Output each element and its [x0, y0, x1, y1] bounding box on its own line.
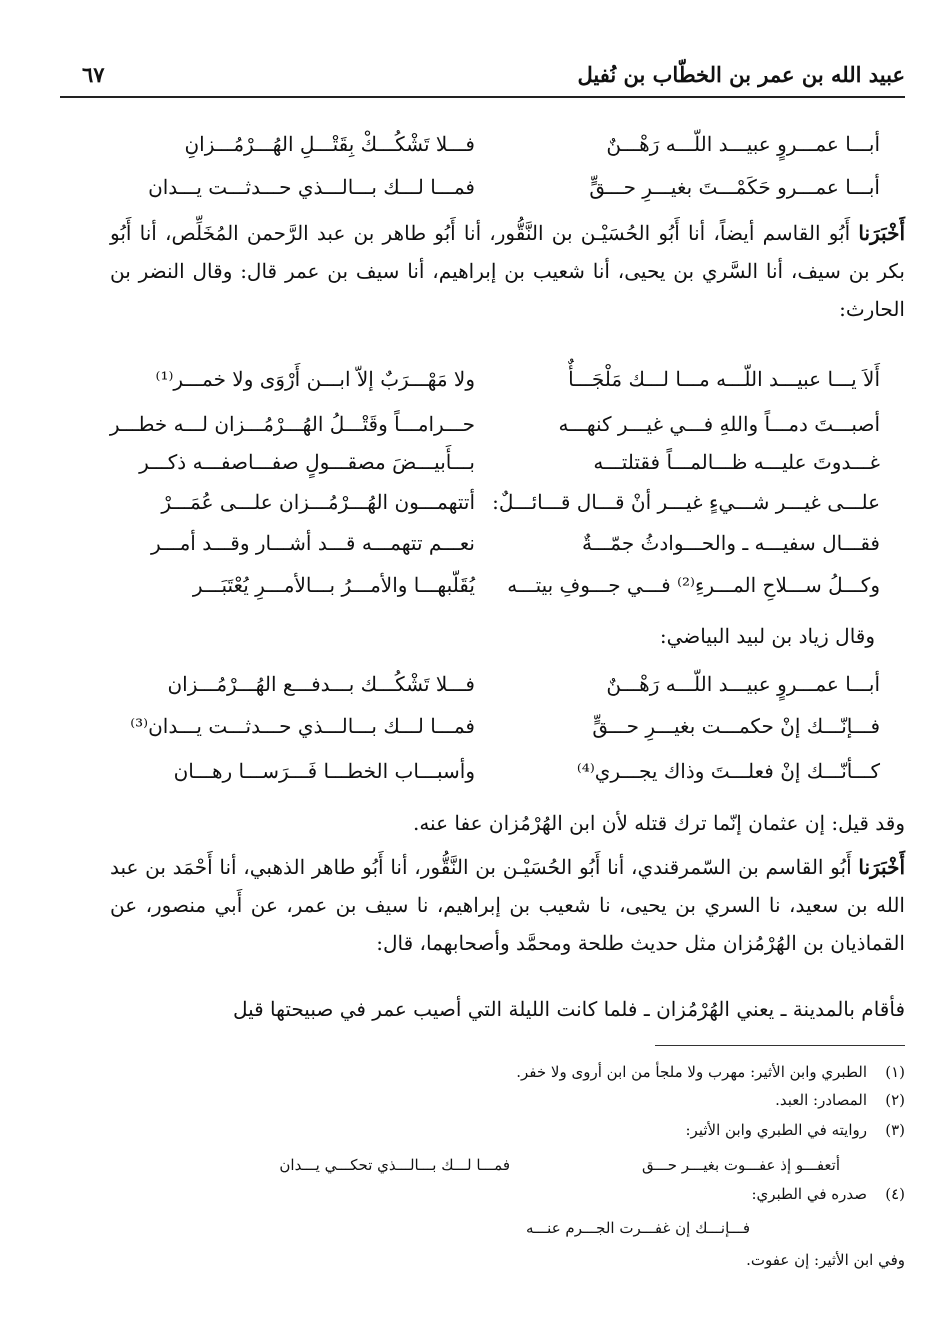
verse-first-hemistich: فقـــال سفيـــه ـ والحـــوادثُ جمّـــةٌ — [581, 531, 880, 555]
footnote — [110, 1086, 905, 1114]
verse-first-hemistich: غـــدوتَ عليـــه ظـــالمـــاً فقتلتـــه — [593, 450, 880, 474]
footnote-number: (٤) — [885, 1185, 905, 1203]
footnote — [110, 1058, 905, 1086]
verse-first-hemistich: أبـــا عمـــروٍ عبيـــد اللّـــه رَهْـــنٌ — [606, 672, 880, 696]
verse-line — [110, 360, 900, 400]
verse-line — [110, 707, 900, 747]
verse-first-hemistich: أَلاَ يـــا عبيـــد اللّـــه مـــا لـــك مَلْجَـــأٌ — [568, 367, 880, 391]
verse-second-hemistich: أتتهمـــون الهُـــرْمُـــزان علـــى عُمَـــرْ — [161, 490, 475, 514]
poem-introduction: وقال زياد بن لبيد البياضي: — [659, 624, 875, 648]
paragraph-lead-word: أَخْبَرَنا — [858, 855, 905, 879]
footnote-continuation: وفي ابن الأثير: إن عفوت. — [746, 1251, 905, 1269]
verse-line — [110, 168, 900, 208]
footnote-verse: فـــإنـــك إن غفـــرت الجـــرم عنـــه — [525, 1219, 750, 1237]
footnote-verse-second-hemistich: فمـــا لـــك بـــالـــذي تحكـــي يـــدان — [279, 1156, 510, 1174]
verse-second-hemistich: وأسبـــاب الخطـــا فَـــرَســـا رهـــان — [173, 759, 475, 783]
footnote-text: الطبري وابن الأثير: مهرب ولا ملجأ من ابن أروى ولا خفر. — [516, 1063, 867, 1081]
verse-second-hemistich: نعـــم تتهمـــه قـــد أشـــار وقـــد أمـــر — [150, 531, 475, 555]
verse-first-hemistich: علـــى غيـــر شـــيءٍ غيـــر أنْ قـــال قـــائـــلٌ: — [492, 490, 880, 514]
verse-second-hemistich: ولا مَهْـــرَبٌ إلاّ ابـــن أَرْوَى ولا خمـــر⁽¹⁾ — [155, 367, 475, 391]
footnote — [110, 1116, 905, 1144]
verse-second-hemistich: فـــلا تَشْكُـــك بـــدفـــع الهُـــرْمُـــزان — [167, 672, 475, 696]
verse-line — [110, 524, 900, 564]
footnote-number: (٢) — [885, 1091, 905, 1109]
verse-line — [110, 566, 900, 606]
verse-second-hemistich: فمـــا لـــك بـــالـــذي حـــدثـــت يـــدان⁽³⁾ — [130, 714, 475, 738]
verse-second-hemistich: يُقَلّبهـــا والأمـــرُ بـــالأمـــرِ يُعْتَبَـــر — [192, 573, 475, 597]
verse-first-hemistich: أبـــا عمـــرو حَكَمْـــتَ بغيـــرِ حـــقٍّ — [589, 175, 880, 199]
running-title: عبيد الله بن عمر بن الخطّاب بن نُفيل — [577, 62, 905, 87]
page-number: ٦٧ — [82, 62, 105, 87]
verse-second-hemistich: فـــلا تَشْكُـــكْ بِقَتْـــلِ الهُـــرْمُـــزانِ — [184, 132, 475, 156]
verse-line — [110, 125, 900, 165]
paragraph-text: أَبُو القاسم بن السّمرقندي، أنا أَبُو الحُسَيْـن بن النَّقُّور، أنا أَبُو طاهر الذهبي، أنا أَحْمَد بن عبد الله بن سعيد، نا السري بن يحيى، نا شعيب بن إبراهيم، نا سيف بن عمر، عن أَبي منصور، عن القماذيان بن الهُرْمُزان مثل حديث طلحة ومحمَّد وأصحابهما، قال: — [110, 855, 905, 955]
footnote-text: صدره في الطبري: — [751, 1185, 867, 1203]
verse-line — [110, 443, 900, 483]
verse-first-hemistich: وكـــلُ ســـلاحِ المـــرءِ⁽²⁾ فـــي جـــوفِ بيتـــه — [507, 573, 880, 597]
footnote — [110, 1180, 905, 1208]
verse-second-hemistich: بـــأَبيـــضَ مصقـــولٍ صفـــاصفـــه ذكـــر — [139, 450, 475, 474]
header-rule — [60, 96, 905, 98]
footnote-rule — [655, 1045, 905, 1046]
footnote-verse-first-hemistich: أتعفـــو إذ عفـــوت بغيـــر حـــق — [642, 1156, 840, 1174]
verse-line — [110, 752, 900, 792]
verse-second-hemistich: فمـــا لـــك بـــالـــذي حـــدثـــت يـــدان — [148, 175, 475, 199]
footnote-text: المصادر: العبد. — [775, 1091, 867, 1109]
narration-paragraph: فأقام بالمدينة ـ يعني الهُرْمُزان ـ فلما كانت الليلة التي أصيب عمر في صبيحتها قيل — [232, 997, 905, 1021]
verse-first-hemistich: أبـــا عمـــروٍ عبيـــد اللّـــه رَهْـــنٌ — [606, 132, 880, 156]
verse-line — [110, 405, 900, 445]
footnote-verse — [180, 1151, 840, 1179]
narration-paragraph: وقد قيل: إن عثمان إنّما ترك قتله لأن ابن الهُرْمُزان عفا عنه. — [412, 811, 905, 835]
footnote-number: (١) — [885, 1063, 905, 1081]
page-header — [60, 58, 905, 98]
verse-first-hemistich: فـــإنّـــك إنْ حكمـــت بغيـــرِ حـــقٍّ — [592, 714, 880, 738]
isnad-paragraph — [110, 214, 905, 328]
verse-second-hemistich: حـــرامـــاً وقَتْـــلُ الهُـــرْمُـــزان لـــه خطـــر — [109, 412, 475, 436]
verse-first-hemistich: كـــأنّـــك إنْ فعلـــتَ وذاك يجـــري⁽⁴⁾ — [576, 759, 880, 783]
verse-first-hemistich: أصبـــتَ دمـــاً واللهِ فـــي غيـــر كنهـــه — [558, 412, 880, 436]
isnad-paragraph — [110, 848, 905, 962]
verse-line — [110, 665, 900, 705]
paragraph-lead-word: أَخْبَرَنا — [858, 221, 905, 245]
verse-line — [110, 483, 900, 523]
footnote-text: روايته في الطبري وابن الأثير: — [685, 1121, 867, 1139]
footnote-number: (٣) — [885, 1121, 905, 1139]
paragraph-text: أَبُو القاسم أيضاً، أنا أَبُو الحُسَيْـن بن النَّقُّور، أنا أَبُو طاهر بن عبد الرَّحمن المُخَلِّص، أنا أَبُو بكر بن سيف، أنا السَّري بن يحيى، أنا شعيب بن إبراهيم، أنا سيف بن عمر قال: وقال النضر بن الحارث: — [110, 221, 905, 321]
